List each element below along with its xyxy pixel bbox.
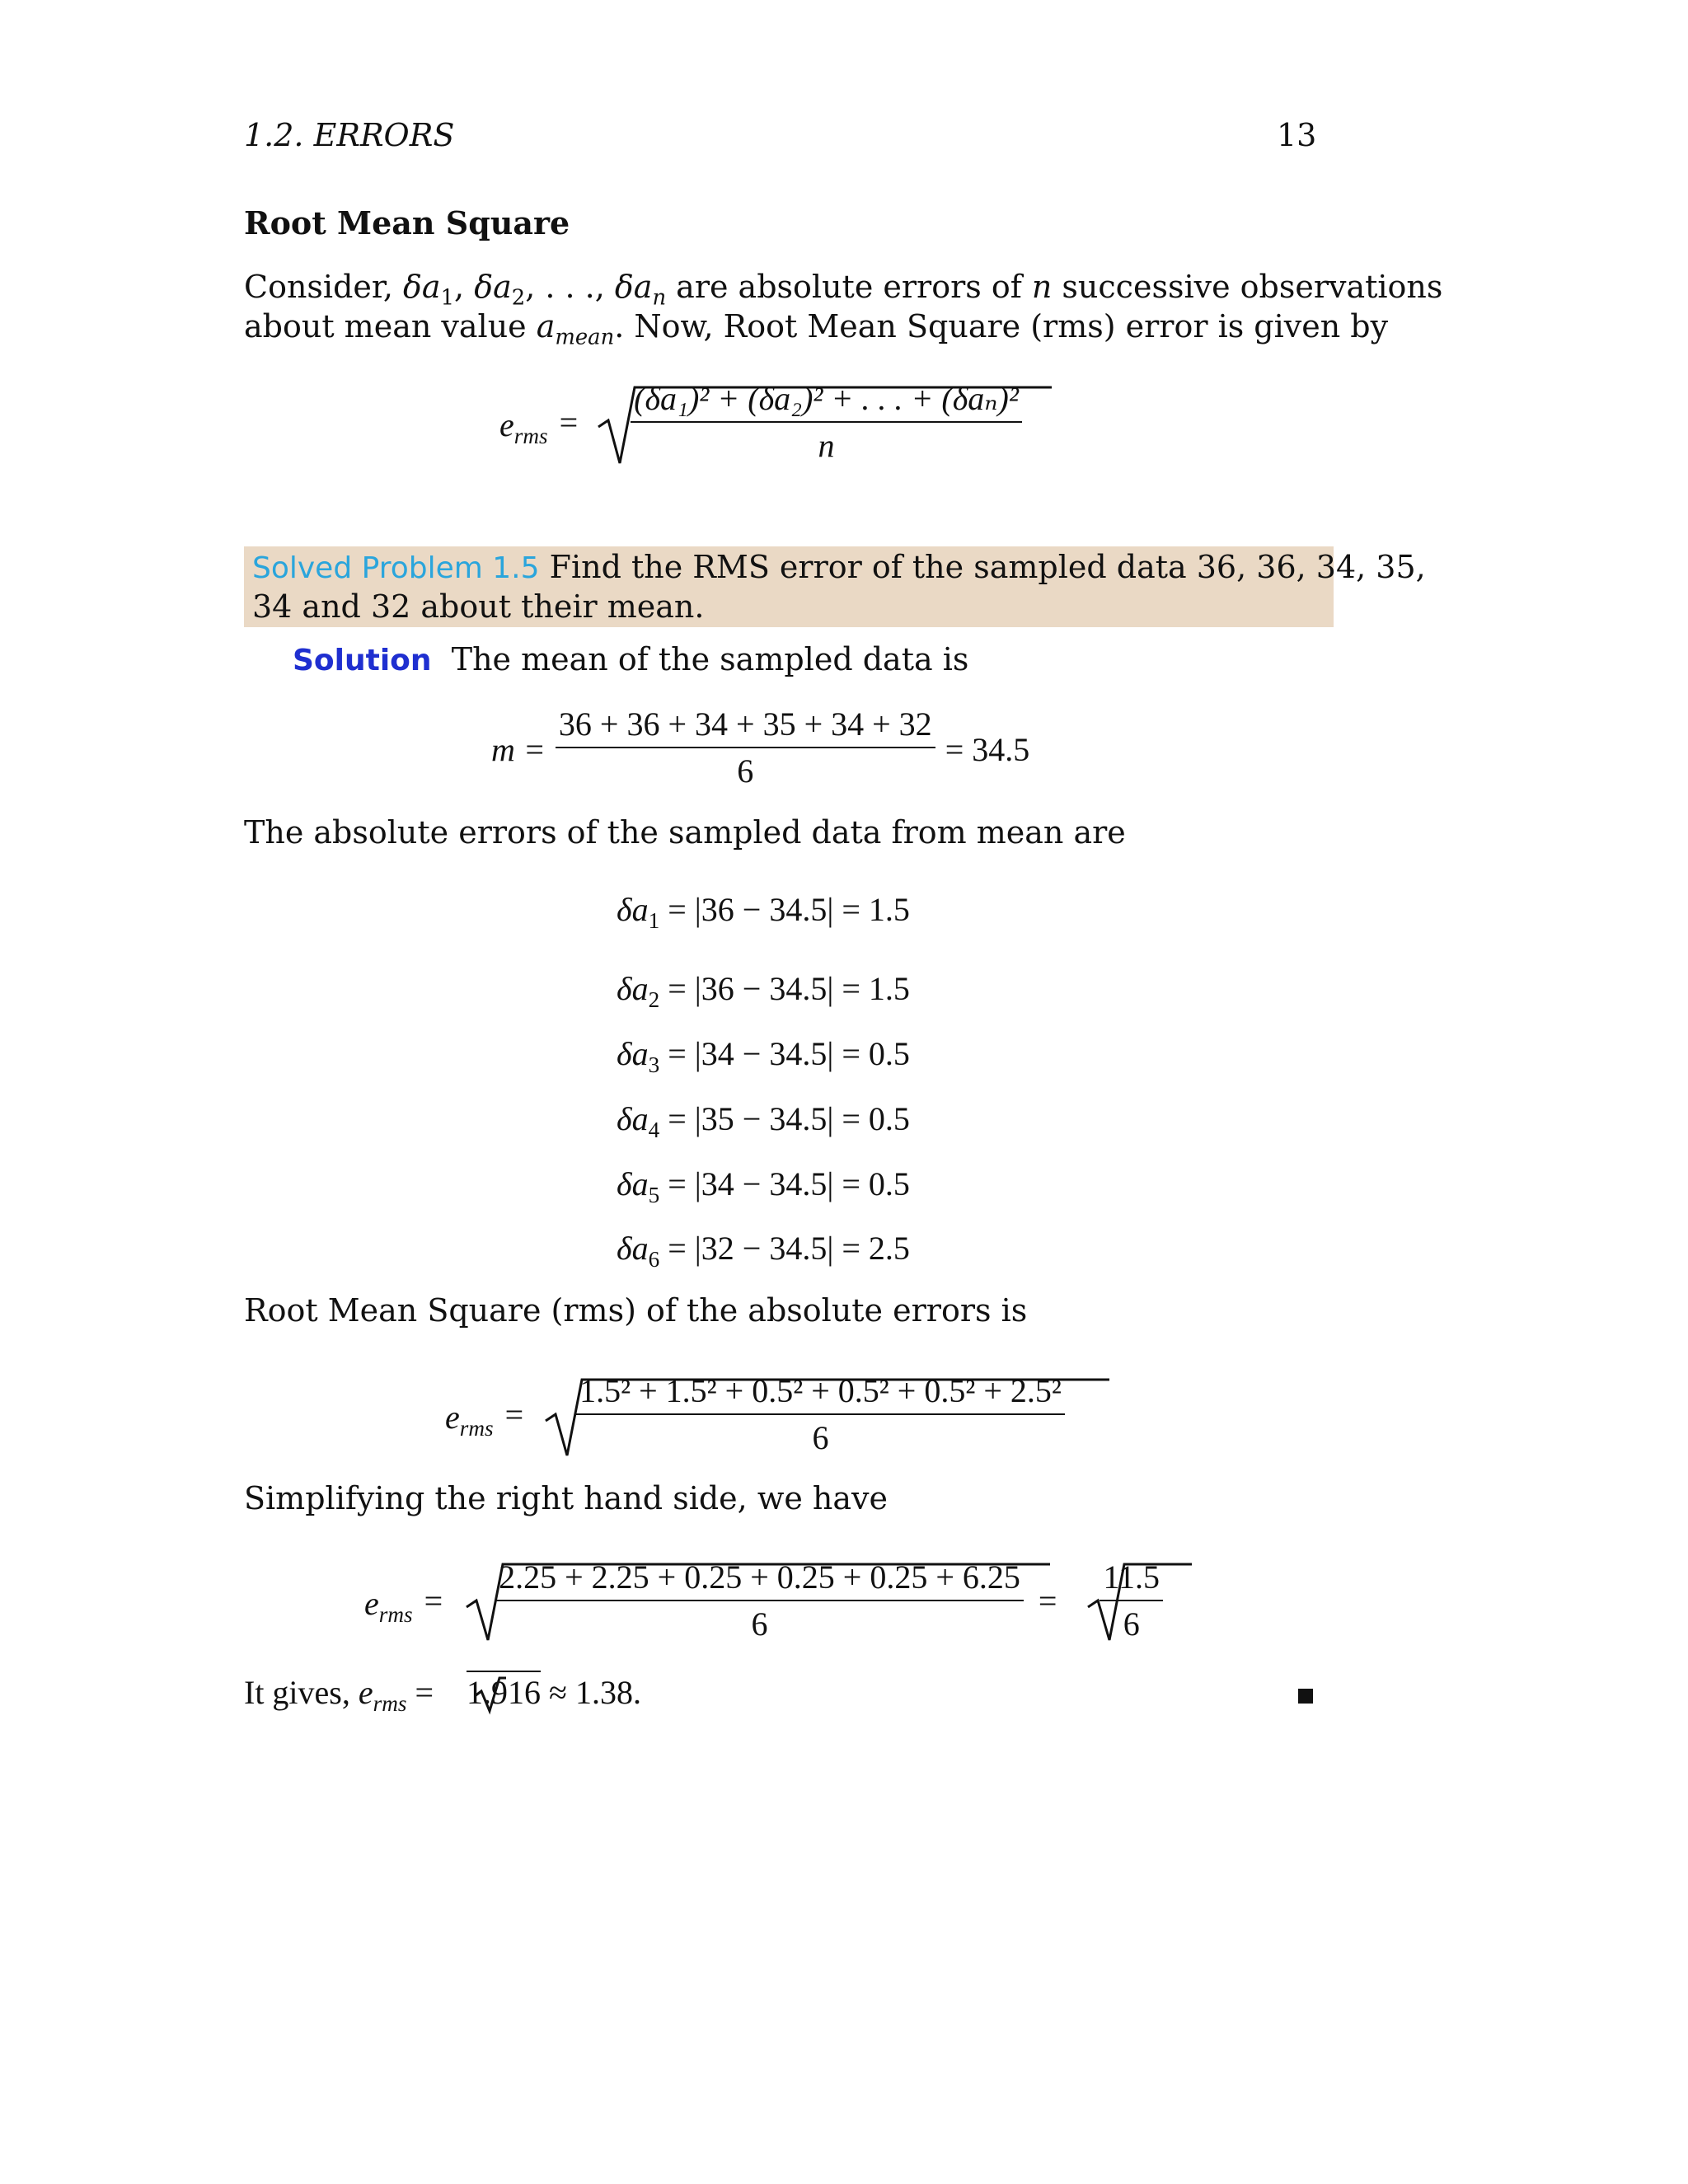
absolute-errors-text: The absolute errors of the sampled data from mean are [244,814,1126,851]
simplify-text: Simplifying the right hand side, we have [244,1480,889,1516]
mean-result: = 34.5 [945,730,1030,768]
rms-substitution-equation: $e_{rms}$ = $\frac{\text{1.5² + 1.5² + 0.5² + 0.5² + 0.5² + 2.5²}}{6}$ [445,1371,1065,1457]
problem-line-1: Solved Problem 1.5 Find the RMS error of the sampled data 36, 36, 34, 35, [252,549,1426,585]
solved-problem-label: Solved Problem 1.5 [252,551,540,585]
rms-simplified-equation: $e_{rms}$ = $\frac{2.25 + 2.25 + 0.25 + 0.25 + 0.25 + 6.25}{6}$ = $\frac{11.5}{6}$ [364,1558,1163,1643]
problem-line-2: 34 and 32 about their mean. [252,588,705,625]
rms-reduced-denominator: 6 [1123,1605,1140,1643]
rms-substitution-denominator: 6 [812,1419,829,1456]
rms-substitution-numerator: 1.5² + 1.5² + 0.5² + 0.5² + 0.5² + 2.5² [579,1372,1062,1409]
rms-definition-denominator: n [818,427,835,464]
final-radicand: 1.916 [467,1671,541,1711]
absolute-error-row: $\delta a_6 = |32 - 34.5| = 2.5$ [617,1230,910,1272]
mean-numerator: 36 + 36 + 34 + 35 + 34 + 32 [558,705,932,743]
page-number: 13 [1277,117,1317,153]
absolute-error-row: $\delta a_3 = |34 - 34.5| = 0.5$ [617,1035,910,1077]
intro-line-1: Consider, $\delta a_1$, $\delta a_2$, . . ., $\delta a_n$ are absolute errors of n successive observations [244,269,1443,311]
rms-definition-equation: $e_{rms}$ = $\frac{\text{(δa₁)² + (δa₂)² + . . . + (δaₙ)²}}{n}$ [499,379,1022,465]
final-result-line: It gives, $e_{rms} = 1.916 \approx 1.38$. [244,1673,641,1713]
running-head: 1.2. ERRORS [244,117,455,153]
rms-text: Root Mean Square (rms) of the absolute errors is [244,1292,1028,1329]
absolute-error-row: $\delta a_1 = |36 - 34.5| = 1.5$ [617,891,910,933]
rms-reduced-numerator: 11.5 [1103,1558,1160,1596]
solution-line: Solution The mean of the sampled data is [293,641,969,677]
rms-definition-numerator: (δa₁)² + (δa₂)² + . . . + (δaₙ)² [634,380,1019,417]
absolute-error-row: $\delta a_2 = |36 - 34.5| = 1.5$ [617,970,910,1012]
absolute-error-row: $\delta a_5 = |34 - 34.5| = 0.5$ [617,1165,910,1207]
mean-denominator: 6 [737,752,754,790]
intro-line-2: about mean value $a_{mean}$. Now, Root Mean Square (rms) error is given by [244,308,1389,350]
end-of-proof-icon [1298,1689,1313,1704]
section-heading: Root Mean Square [244,204,570,241]
rms-simplified-numerator: 2.25 + 2.25 + 0.25 + 0.25 + 0.25 + 6.25 [499,1558,1020,1596]
solution-label: Solution [293,644,432,677]
rms-simplified-denominator: 6 [751,1605,768,1643]
absolute-error-row: $\delta a_4 = |35 - 34.5| = 0.5$ [617,1100,910,1142]
mean-equation: m = $\frac{36 + 36 + 34 + 35 + 34 + 32}{6}$ = 34.5 [491,705,1030,790]
